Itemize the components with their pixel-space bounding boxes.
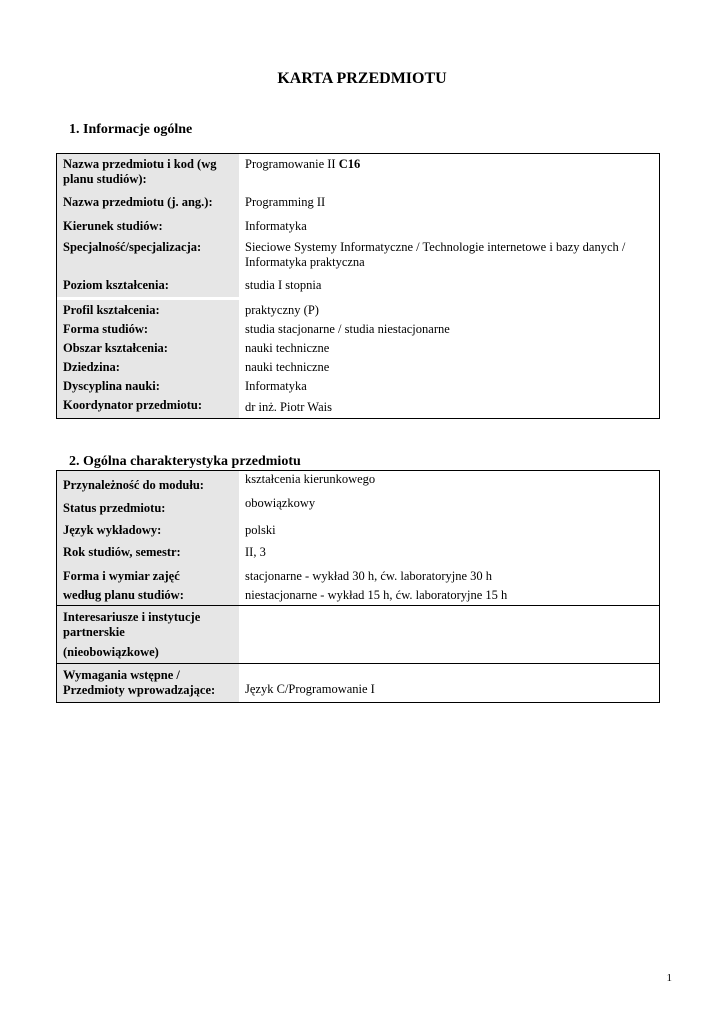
stakeholders-value (239, 606, 659, 663)
domain-label: Dziedzina: (57, 357, 239, 376)
table-row (57, 471, 659, 495)
table-row (57, 216, 659, 237)
coordinator-label: Koordynator przedmiotu: (57, 395, 239, 418)
education-level-value: studia I stopnia (245, 278, 322, 292)
coordinator-value: dr inż. Piotr Wais (245, 400, 332, 414)
discipline-value: Informatyka (245, 379, 307, 393)
table-row (57, 376, 659, 395)
section-2-heading: 2. Ogólna charakterystyka przedmiotu (69, 454, 301, 469)
status-value: obowiązkowy (245, 496, 316, 510)
section-1-heading: 1. Informacje ogólne (69, 122, 193, 137)
study-form-label: Forma studiów: (57, 319, 239, 338)
characteristics-table (56, 470, 660, 703)
class-form-value-line-2: niestacjonarne - wykład 15 h, ćw. laboratoryjne 15 h (245, 588, 508, 602)
table-row (57, 605, 659, 663)
course-name-en-label: Nazwa przedmiotu (j. ang.): (57, 192, 239, 216)
specialization-value: Sieciowe Systemy Informatyczne / Technologie internetowe i bazy danych / Informatyka praktyczna (245, 240, 626, 269)
domain-value: nauki techniczne (245, 360, 330, 374)
table-row (57, 237, 659, 275)
stakeholders-label-line-2: (nieobowiązkowe) (63, 645, 159, 659)
prerequisites-value: Język C/Programowanie I (245, 682, 375, 696)
class-form-value (239, 562, 659, 605)
module-value: kształcenia kierunkowego (245, 472, 376, 486)
course-name-en-value: Programming II (245, 195, 326, 209)
language-value: polski (245, 523, 276, 537)
table-row (57, 663, 659, 702)
table-row (57, 562, 659, 605)
language-label: Język wykładowy: (57, 518, 239, 540)
education-area-label: Obszar kształcenia: (57, 338, 239, 357)
course-name-value (239, 154, 659, 192)
education-level-label: Poziom kształcenia: (57, 275, 239, 297)
class-form-value-line-1: stacjonarne - wykład 30 h, ćw. laboratoryjne 30 h (245, 569, 493, 583)
table-row (57, 275, 659, 297)
stakeholders-label-line-1: Interesariusze i instytucje partnerskie (63, 610, 201, 639)
status-label: Status przedmiotu: (57, 495, 239, 518)
class-form-label (57, 562, 239, 605)
table-row (57, 540, 659, 562)
class-form-label-line-2: według planu studiów: (63, 588, 184, 602)
table-row (57, 319, 659, 338)
table-row (57, 395, 659, 418)
page-number: 1 (666, 972, 672, 984)
table-row (57, 192, 659, 216)
table-row (57, 518, 659, 540)
prerequisites-label: Wymagania wstępne / Przedmioty wprowadzające: (57, 664, 239, 702)
table-row (57, 357, 659, 376)
table-row (57, 338, 659, 357)
course-name-label: Nazwa przedmiotu i kod (wg planu studiów): (57, 154, 239, 192)
table-row (57, 297, 659, 319)
education-profile-value: praktyczny (P) (245, 303, 319, 317)
stakeholders-label (57, 606, 239, 663)
education-area-value: nauki techniczne (245, 341, 330, 355)
field-of-study-label: Kierunek studiów: (57, 216, 239, 237)
course-code: C16 (338, 157, 361, 171)
study-form-value: studia stacjonarne / studia niestacjonarne (245, 322, 450, 336)
module-label: Przynależność do modułu: (57, 471, 239, 495)
document-title: KARTA PRZEDMIOTU (277, 70, 447, 87)
education-profile-label: Profil kształcenia: (57, 300, 239, 319)
year-semester-value: II, 3 (245, 545, 266, 559)
course-name-text: Programowanie II (245, 157, 336, 171)
field-of-study-value: Informatyka (245, 219, 307, 233)
table-row (57, 495, 659, 518)
specialization-label: Specjalność/specjalizacja: (57, 237, 239, 275)
discipline-label: Dyscyplina nauki: (57, 376, 239, 395)
general-info-table (56, 153, 660, 419)
class-form-label-line-1: Forma i wymiar zajęć (63, 569, 180, 583)
table-row (57, 154, 659, 192)
year-semester-label: Rok studiów, semestr: (57, 540, 239, 562)
